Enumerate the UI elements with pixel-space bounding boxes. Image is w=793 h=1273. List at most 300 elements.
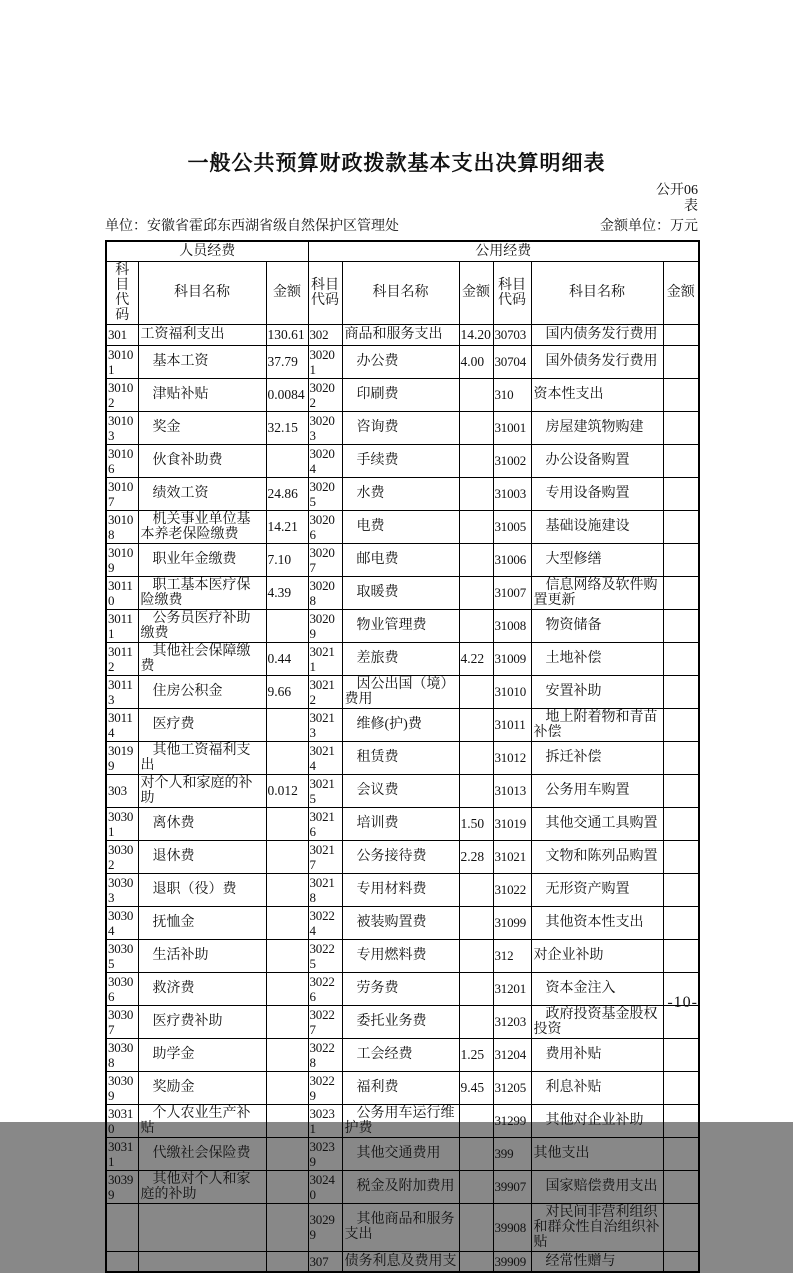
amount-cell (266, 1071, 308, 1104)
amount-cell (663, 642, 699, 675)
subject-name-cell: 手续费 (342, 444, 459, 477)
table-row (106, 774, 699, 807)
subject-code-cell: 30113 (106, 675, 138, 708)
subject-name-cell: 文物和陈列品购置 (531, 840, 663, 873)
amount-cell (266, 1203, 308, 1251)
subject-name-cell: 公务员医疗补助缴费 (138, 609, 266, 642)
subject-code-cell: 30309 (106, 1071, 138, 1104)
table-row (106, 1071, 699, 1104)
subject-name-cell: 资本性支出 (531, 378, 663, 411)
amount-cell (663, 1104, 699, 1137)
subject-name-cell: 抚恤金 (138, 906, 266, 939)
subject-name-cell: 会议费 (342, 774, 459, 807)
subject-name-cell: 津贴补贴 (138, 378, 266, 411)
column-header: 金额 (663, 261, 699, 324)
subject-name-cell: 工会经费 (342, 1038, 459, 1071)
subject-code-cell: 30226 (308, 972, 342, 1005)
subject-code-cell: 30214 (308, 741, 342, 774)
amount-cell (266, 444, 308, 477)
subject-code-cell: 399 (493, 1137, 531, 1170)
subject-name-cell: 资本金注入 (531, 972, 663, 1005)
amount-cell (663, 774, 699, 807)
subject-name-cell: 国家赔偿费用支出 (531, 1170, 663, 1203)
subject-code-cell: 31001 (493, 411, 531, 444)
subject-name-cell: 职业年金缴费 (138, 543, 266, 576)
subject-name-cell: 对企业补助 (531, 939, 663, 972)
subject-code-cell: 30302 (106, 840, 138, 873)
amount-cell (266, 1104, 308, 1137)
table-row (106, 972, 699, 1005)
amount-cell: 14.21 (266, 510, 308, 543)
form-code-line-1: 公开06 (656, 183, 698, 198)
amount-cell (459, 444, 493, 477)
subject-code-cell: 31021 (493, 840, 531, 873)
amount-cell (459, 939, 493, 972)
amount-cell (663, 477, 699, 510)
subject-code-cell: 307 (308, 1251, 342, 1272)
amount-cell (663, 1137, 699, 1170)
subject-name-cell: 其他社会保障缴费 (138, 642, 266, 675)
subject-name-cell: 劳务费 (342, 972, 459, 1005)
subject-name-cell: 其他工资福利支出 (138, 741, 266, 774)
subject-code-cell: 30213 (308, 708, 342, 741)
subject-code-cell: 30240 (308, 1170, 342, 1203)
subject-name-cell: 奖励金 (138, 1071, 266, 1104)
amount-cell (459, 906, 493, 939)
amount-cell (663, 708, 699, 741)
subject-name-cell: 住房公积金 (138, 675, 266, 708)
subject-code-cell: 30306 (106, 972, 138, 1005)
subject-code-cell: 31009 (493, 642, 531, 675)
subject-name-cell: 医疗费 (138, 708, 266, 741)
subject-code-cell: 30228 (308, 1038, 342, 1071)
amount-cell (266, 840, 308, 873)
subject-name-cell: 经常性赠与 (531, 1251, 663, 1272)
subject-name-cell: 代缴社会保险费 (138, 1137, 266, 1170)
page-title: 一般公共预算财政拨款基本支出决算明细表 (187, 152, 606, 175)
subject-name-cell: 其他交通费用 (342, 1137, 459, 1170)
amount-cell (459, 1170, 493, 1203)
amount-cell (459, 510, 493, 543)
subject-code-cell: 30207 (308, 543, 342, 576)
subject-name-cell: 差旅费 (342, 642, 459, 675)
table-row (106, 1170, 699, 1203)
subject-code-cell: 30224 (308, 906, 342, 939)
subject-code-cell: 31011 (493, 708, 531, 741)
section-header-public: 公用经费 (308, 241, 699, 261)
subject-name-cell: 物业管理费 (342, 609, 459, 642)
table-row (106, 576, 699, 609)
subject-name-cell: 其他资本性支出 (531, 906, 663, 939)
subject-code-cell: 30310 (106, 1104, 138, 1137)
amount-cell (459, 972, 493, 1005)
subject-name-cell: 医疗费补助 (138, 1005, 266, 1038)
column-header: 科目代码 (106, 261, 138, 324)
amount-cell (663, 675, 699, 708)
table-row (106, 675, 699, 708)
table-row (106, 609, 699, 642)
subject-code-cell: 30110 (106, 576, 138, 609)
table-row (106, 1251, 699, 1272)
subject-code-cell: 301 (106, 324, 138, 345)
amount-cell (663, 411, 699, 444)
table-row (106, 1137, 699, 1170)
subject-name-cell: 租赁费 (342, 741, 459, 774)
subject-name-cell: 工资福利支出 (138, 324, 266, 345)
subject-name-cell: 对民间非营利组织和群众性自治组织补贴 (531, 1203, 663, 1251)
subject-code-cell: 30299 (308, 1203, 342, 1251)
subject-code-cell: 30307 (106, 1005, 138, 1038)
subject-code-cell: 30203 (308, 411, 342, 444)
subject-name-cell: 公务用车运行维护费 (342, 1104, 459, 1137)
subject-code-cell: 30303 (106, 873, 138, 906)
subject-name-cell (138, 1203, 266, 1251)
subject-name-cell: 福利费 (342, 1071, 459, 1104)
subject-code-cell: 31003 (493, 477, 531, 510)
unit-label: 单位：安徽省霍邱东西湖省级自然保护区管理处 (105, 219, 399, 234)
amount-cell (266, 741, 308, 774)
subject-name-cell: 水费 (342, 477, 459, 510)
amount-cell (459, 1005, 493, 1038)
amount-cell (459, 576, 493, 609)
table-row (106, 708, 699, 741)
section-header-row (106, 241, 699, 261)
amount-cell (266, 873, 308, 906)
amount-cell: 2.28 (459, 840, 493, 873)
subject-name-cell: 公务接待费 (342, 840, 459, 873)
subject-name-cell: 政府投资基金股权投资 (531, 1005, 663, 1038)
amount-cell: 0.012 (266, 774, 308, 807)
subject-code-cell: 31013 (493, 774, 531, 807)
subject-code-cell: 30217 (308, 840, 342, 873)
subject-code-cell: 30201 (308, 345, 342, 378)
subject-name-cell: 取暖费 (342, 576, 459, 609)
table-row (106, 1005, 699, 1038)
subject-name-cell: 商品和服务支出 (342, 324, 459, 345)
subject-name-cell: 地上附着物和青苗补偿 (531, 708, 663, 741)
table-row (106, 378, 699, 411)
subject-name-cell: 印刷费 (342, 378, 459, 411)
amount-cell (663, 1251, 699, 1272)
subject-code-cell: 30301 (106, 807, 138, 840)
subject-name-cell: 安置补助 (531, 675, 663, 708)
subject-name-cell: 专用材料费 (342, 873, 459, 906)
subject-code-cell: 30703 (493, 324, 531, 345)
subject-code-cell: 39909 (493, 1251, 531, 1272)
subject-name-cell: 土地补偿 (531, 642, 663, 675)
form-code (656, 183, 698, 215)
subject-name-cell: 基本工资 (138, 345, 266, 378)
amount-cell: 4.39 (266, 576, 308, 609)
amount-cell (663, 1038, 699, 1071)
subject-code-cell: 31205 (493, 1071, 531, 1104)
subject-code-cell: 31007 (493, 576, 531, 609)
subject-name-cell: 利息补贴 (531, 1071, 663, 1104)
table-row (106, 444, 699, 477)
amount-cell (266, 1251, 308, 1272)
subject-code-cell: 303 (106, 774, 138, 807)
subject-code-cell: 31299 (493, 1104, 531, 1137)
form-code-line-2: 表 (684, 199, 698, 214)
subject-code-cell: 30106 (106, 444, 138, 477)
table-row (106, 873, 699, 906)
subject-name-cell: 基础设施建设 (531, 510, 663, 543)
amount-cell: 37.79 (266, 345, 308, 378)
subject-code-cell: 30109 (106, 543, 138, 576)
amount-cell (459, 411, 493, 444)
amount-cell: 9.66 (266, 675, 308, 708)
subject-code-cell: 31012 (493, 741, 531, 774)
subject-name-cell: 办公设备购置 (531, 444, 663, 477)
amount-cell (663, 939, 699, 972)
table-row (106, 411, 699, 444)
amount-cell (663, 1071, 699, 1104)
subject-code-cell: 30114 (106, 708, 138, 741)
amount-cell (663, 510, 699, 543)
table-row (106, 1038, 699, 1071)
amount-cell (459, 1104, 493, 1137)
subject-name-cell: 维修(护)费 (342, 708, 459, 741)
subject-name-cell: 对个人和家庭的补助 (138, 774, 266, 807)
subject-code-cell: 39907 (493, 1170, 531, 1203)
subject-code-cell (106, 1203, 138, 1251)
amount-cell (266, 807, 308, 840)
subject-code-cell: 30204 (308, 444, 342, 477)
subject-name-cell: 助学金 (138, 1038, 266, 1071)
amount-cell (266, 708, 308, 741)
column-header: 科目代码 (308, 261, 342, 324)
column-header: 金额 (459, 261, 493, 324)
column-header: 科目代码 (493, 261, 531, 324)
amount-cell: 7.10 (266, 543, 308, 576)
table-row (106, 939, 699, 972)
subject-name-cell: 国内债务发行费用 (531, 324, 663, 345)
unit-row (105, 218, 698, 235)
amount-cell: 14.20 (459, 324, 493, 345)
subject-name-cell: 机关事业单位基本养老保险缴费 (138, 510, 266, 543)
subject-name-cell: 税金及附加费用 (342, 1170, 459, 1203)
subject-name-cell: 专用燃料费 (342, 939, 459, 972)
amount-cell (663, 807, 699, 840)
subject-name-cell: 职工基本医疗保险缴费 (138, 576, 266, 609)
subject-code-cell: 31006 (493, 543, 531, 576)
column-header: 科目名称 (138, 261, 266, 324)
amount-cell (663, 873, 699, 906)
column-header: 科目名称 (342, 261, 459, 324)
subject-name-cell: 公务用车购置 (531, 774, 663, 807)
section-header-personnel: 人员经费 (106, 241, 308, 261)
amount-cell (459, 873, 493, 906)
table-row (106, 906, 699, 939)
amount-cell (663, 741, 699, 774)
amount-unit-label: 金额单位：万元 (600, 219, 698, 234)
subject-code-cell: 30229 (308, 1071, 342, 1104)
subject-code-cell: 302 (308, 324, 342, 345)
subject-code-cell: 30304 (106, 906, 138, 939)
amount-cell: 4.00 (459, 345, 493, 378)
amount-cell (266, 1038, 308, 1071)
amount-cell: 32.15 (266, 411, 308, 444)
subject-name-cell: 电费 (342, 510, 459, 543)
subject-code-cell: 30311 (106, 1137, 138, 1170)
subject-name-cell: 生活补助 (138, 939, 266, 972)
subject-code-cell: 31022 (493, 873, 531, 906)
subject-name-cell: 办公费 (342, 345, 459, 378)
budget-table (105, 240, 700, 1273)
subject-code-cell: 30231 (308, 1104, 342, 1137)
amount-cell (459, 477, 493, 510)
subject-code-cell: 31201 (493, 972, 531, 1005)
table-row (106, 324, 699, 345)
subject-name-cell: 大型修缮 (531, 543, 663, 576)
subject-code-cell: 31203 (493, 1005, 531, 1038)
amount-cell: 0.44 (266, 642, 308, 675)
column-header: 科目名称 (531, 261, 663, 324)
subject-name-cell: 退职（役）费 (138, 873, 266, 906)
amount-cell (459, 741, 493, 774)
amount-cell (459, 708, 493, 741)
subject-code-cell: 30225 (308, 939, 342, 972)
subject-name-cell: 绩效工资 (138, 477, 266, 510)
subject-name-cell: 其他交通工具购置 (531, 807, 663, 840)
table-row (106, 642, 699, 675)
amount-cell (459, 774, 493, 807)
amount-cell (459, 675, 493, 708)
amount-cell (663, 444, 699, 477)
amount-cell (663, 324, 699, 345)
page-number: -10- (667, 994, 698, 1011)
subject-name-cell: 信息网络及软件购置更新 (531, 576, 663, 609)
amount-cell (459, 1251, 493, 1272)
subject-code-cell: 310 (493, 378, 531, 411)
subject-code-cell: 30199 (106, 741, 138, 774)
amount-cell: 0.0084 (266, 378, 308, 411)
subject-name-cell: 离休费 (138, 807, 266, 840)
amount-cell (266, 939, 308, 972)
subject-code-cell: 30208 (308, 576, 342, 609)
amount-cell (266, 906, 308, 939)
subject-code-cell: 30205 (308, 477, 342, 510)
subject-code-cell: 39908 (493, 1203, 531, 1251)
subject-name-cell: 伙食补助费 (138, 444, 266, 477)
subject-name-cell: 因公出国（境）费用 (342, 675, 459, 708)
subject-name-cell: 债务利息及费用支 (342, 1251, 459, 1272)
subject-name-cell: 奖金 (138, 411, 266, 444)
subject-name-cell: 专用设备购置 (531, 477, 663, 510)
amount-cell (266, 972, 308, 1005)
subject-code-cell: 30102 (106, 378, 138, 411)
subject-code-cell: 30308 (106, 1038, 138, 1071)
subject-name-cell: 无形资产购置 (531, 873, 663, 906)
amount-cell (663, 1203, 699, 1251)
subject-code-cell: 31204 (493, 1038, 531, 1071)
amount-cell (459, 543, 493, 576)
amount-cell: 1.25 (459, 1038, 493, 1071)
subject-name-cell: 邮电费 (342, 543, 459, 576)
subject-code-cell: 30227 (308, 1005, 342, 1038)
subject-name-cell: 其他对企业补助 (531, 1104, 663, 1137)
table-row (106, 1104, 699, 1137)
subject-code-cell: 30206 (308, 510, 342, 543)
amount-cell (663, 576, 699, 609)
subject-name-cell: 房屋建筑物购建 (531, 411, 663, 444)
amount-cell (663, 906, 699, 939)
amount-cell (663, 840, 699, 873)
amount-cell (663, 543, 699, 576)
subject-code-cell: 30305 (106, 939, 138, 972)
subject-name-cell: 个人农业生产补贴 (138, 1104, 266, 1137)
subject-name-cell: 退休费 (138, 840, 266, 873)
amount-cell (266, 1137, 308, 1170)
subject-code-cell: 30212 (308, 675, 342, 708)
subject-name-cell: 物资储备 (531, 609, 663, 642)
table-row (106, 741, 699, 774)
table-row (106, 1203, 699, 1251)
subject-code-cell (106, 1251, 138, 1272)
amount-cell (266, 1170, 308, 1203)
column-header-row (106, 261, 699, 324)
subject-code-cell: 31010 (493, 675, 531, 708)
subject-code-cell: 30101 (106, 345, 138, 378)
subject-name-cell: 其他支出 (531, 1137, 663, 1170)
subject-code-cell: 30111 (106, 609, 138, 642)
subject-name-cell: 咨询费 (342, 411, 459, 444)
subject-name-cell: 国外债务发行费用 (531, 345, 663, 378)
amount-cell (663, 345, 699, 378)
subject-code-cell: 30112 (106, 642, 138, 675)
subject-code-cell: 31019 (493, 807, 531, 840)
subject-code-cell: 312 (493, 939, 531, 972)
subject-code-cell: 30239 (308, 1137, 342, 1170)
amount-cell (663, 609, 699, 642)
table-row (106, 807, 699, 840)
table-row (106, 543, 699, 576)
amount-cell: 24.86 (266, 477, 308, 510)
subject-name-cell: 救济费 (138, 972, 266, 1005)
subject-code-cell: 30103 (106, 411, 138, 444)
amount-cell (663, 378, 699, 411)
table-row (106, 345, 699, 378)
subject-name-cell: 费用补贴 (531, 1038, 663, 1071)
subject-name-cell: 委托业务费 (342, 1005, 459, 1038)
amount-cell (459, 609, 493, 642)
amount-cell (459, 1203, 493, 1251)
subject-code-cell: 30218 (308, 873, 342, 906)
column-header: 金额 (266, 261, 308, 324)
table-row (106, 477, 699, 510)
subject-code-cell: 30209 (308, 609, 342, 642)
amount-cell (459, 1137, 493, 1170)
amount-cell (266, 1005, 308, 1038)
subject-code-cell: 31099 (493, 906, 531, 939)
subject-code-cell: 30202 (308, 378, 342, 411)
subject-code-cell: 31002 (493, 444, 531, 477)
subject-name-cell: 其他对个人和家庭的补助 (138, 1170, 266, 1203)
amount-cell (266, 609, 308, 642)
amount-cell (459, 378, 493, 411)
subject-name-cell: 被装购置费 (342, 906, 459, 939)
subject-code-cell: 30108 (106, 510, 138, 543)
subject-code-cell: 30211 (308, 642, 342, 675)
subject-name-cell: 培训费 (342, 807, 459, 840)
subject-name-cell: 拆迁补偿 (531, 741, 663, 774)
subject-code-cell: 31008 (493, 609, 531, 642)
amount-cell: 1.50 (459, 807, 493, 840)
subject-code-cell: 30399 (106, 1170, 138, 1203)
subject-name-cell: 其他商品和服务支出 (342, 1203, 459, 1251)
amount-cell (663, 1170, 699, 1203)
amount-cell: 130.61 (266, 324, 308, 345)
